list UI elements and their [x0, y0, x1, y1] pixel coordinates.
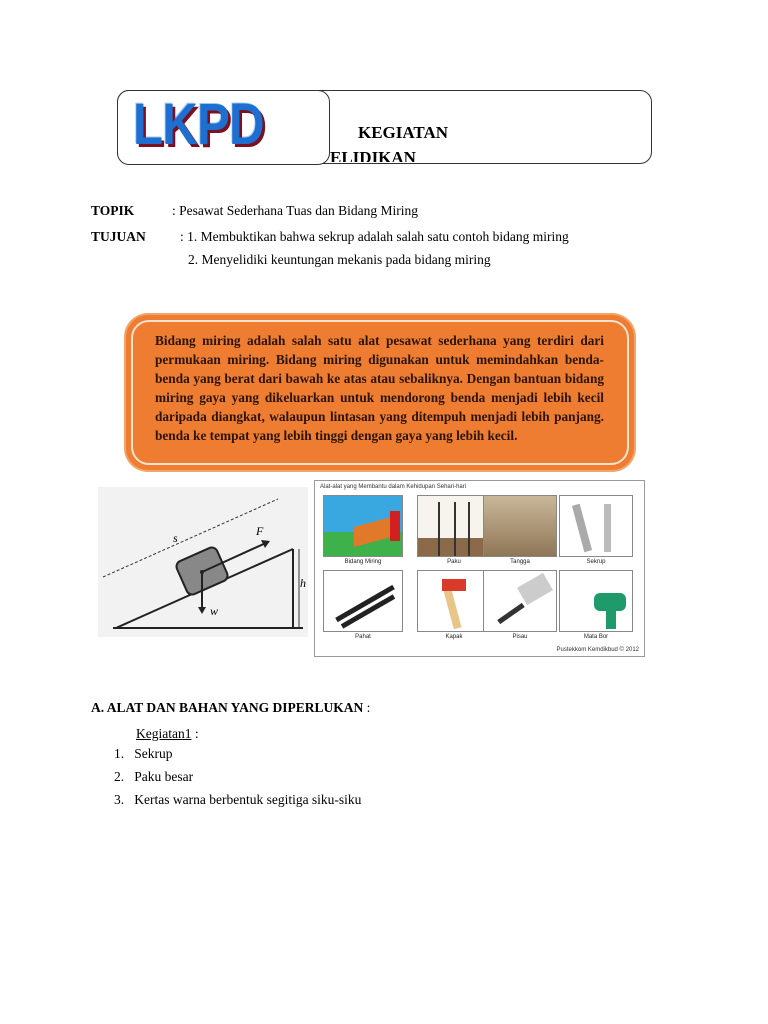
section-a-colon: : — [363, 700, 371, 715]
tool-image-kapak — [417, 570, 491, 632]
section-a-heading — [91, 700, 370, 716]
tool-image-bidang-miring — [323, 495, 403, 557]
tools-title: Alat-alat yang Membantu dalam Kehidupan Sehari-hari — [320, 484, 467, 490]
tujuan-label: TUJUAN — [91, 229, 146, 244]
header-title-line1: KEGIATAN — [358, 123, 449, 142]
kegiatan-colon: : — [191, 726, 199, 741]
tool-image-mata-bor — [559, 570, 633, 632]
list-item: 1. Sekrup — [114, 746, 173, 761]
list-item: 3. Kertas warna berbentuk segitiga siku-siku — [114, 792, 362, 807]
header-title-line2: ELIDIKAN — [330, 148, 416, 162]
tool-label: Pisau — [512, 634, 528, 640]
tool-image-tangga — [483, 495, 557, 557]
tool-image-pisau — [483, 570, 557, 632]
tujuan-item-2: 2. Menyelidiki keuntungan mekanis pada bidang miring — [188, 252, 491, 267]
tools-credit: Pustekkom Kemdikbud © 2012 — [556, 647, 639, 653]
topik-label: TOPIK — [91, 203, 135, 218]
tool-label: Paku — [447, 559, 461, 565]
tool-label: Tangga — [510, 559, 530, 565]
kegiatan-label: Kegiatan1 — [136, 726, 192, 741]
tools-figure — [314, 480, 645, 657]
label-w: w — [210, 604, 219, 618]
tool-label: Kapak — [445, 634, 463, 640]
label-f: F — [256, 524, 264, 538]
lkpd-logo: LKPD — [133, 92, 264, 157]
tool-label: Pahat — [355, 634, 371, 640]
section-a-title: A. ALAT DAN BAHAN YANG DIPERLUKAN — [91, 700, 364, 715]
tool-label: Sekrup — [586, 559, 606, 565]
kegiatan-subheading — [136, 726, 199, 742]
topik-value: : Pesawat Sederhana Tuas dan Bidang Miring — [172, 203, 418, 218]
tool-image-sekrup — [559, 495, 633, 557]
list-item: 2. Paku besar — [114, 769, 194, 784]
label-s: s — [173, 531, 178, 545]
inclined-plane-diagram — [98, 487, 308, 637]
label-h: h — [300, 576, 306, 590]
tool-image-paku — [417, 495, 491, 557]
tool-image-pahat — [323, 570, 403, 632]
definition-text: Bidang miring adalah salah satu alat pesawat sederhana yang terdiri dari permukaan miring. Bidang miring digunakan untuk memindahkan benda-benda yang berat dari bawah ke atas atau sebaliknya. Dengan bantuan bidang miring gaya yang dikeluarkan untuk mendorong benda menjadi lebih kecil daripada diangkat, walaupun lintasan yang ditempuh menjadi lebih panjang. benda ke tempat yang lebih tinggi dengan gaya yang lebih kecil. — [155, 333, 604, 443]
tujuan-item-1: : 1. Membuktikan bahwa sekrup adalah salah satu contoh bidang miring — [180, 229, 569, 244]
tool-label: Mata Bor — [583, 634, 609, 640]
tool-label: Bidang Miring — [344, 559, 382, 565]
